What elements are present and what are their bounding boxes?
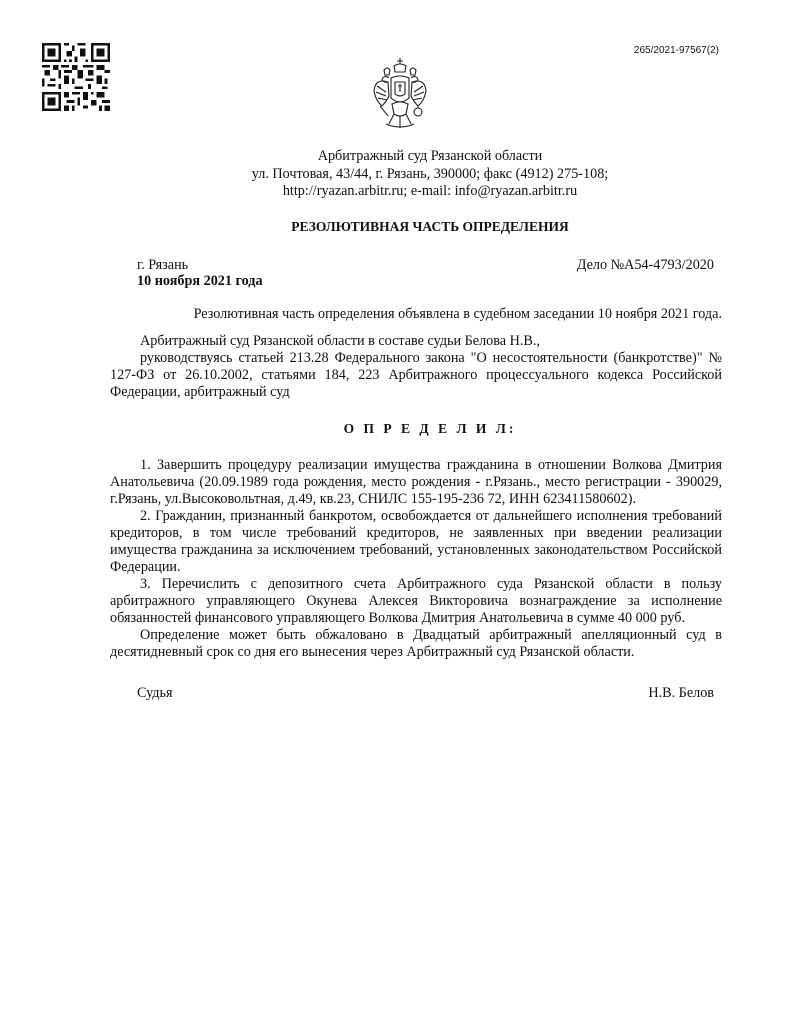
qr-code-icon [42, 43, 110, 111]
preamble [110, 333, 722, 401]
preamble-line: Арбитражный суд Рязанской области в составе судьи Белова Н.В., [140, 333, 540, 349]
document-number: 265/2021-97567(2) [633, 45, 719, 56]
city: г. Рязань [137, 257, 189, 273]
document-title: РЕЗОЛЮТИВНАЯ ЧАСТЬ ОПРЕДЕЛЕНИЯ [291, 219, 569, 234]
court-name: Арбитражный суд Рязанской области [317, 148, 543, 164]
announcement: Резолютивная часть определения объявлена в судебном заседании 10 ноября 2021 года. [193, 306, 722, 322]
ruling-item: 3. Перечислить с депозитного счета Арбитражного суда Рязанской области в пользу арбитражного управляющего Окунева Алексея Викторовича вознаграждение за исполнение обязанностей финансового управляющего Волкова Дмитрия Анатольевича в сумме 40 000 руб. [110, 576, 722, 626]
preamble-line: руководствуясь статьей 213.28 Федерального закона "О несостоятельности (банкротстве)" № 127-ФЗ от 26.10.2002, статьями 184, 223 Арбитражного процессуального кодекса Российской Федерации, арбитражный суд [110, 350, 722, 400]
decided-heading: О П Р Е Д Е Л И Л: [343, 421, 517, 436]
court-address: ул. Почтовая, 43/44, г. Рязань, 390000; факс (4912) 275-108; [251, 165, 609, 182]
ruling-item: 2. Гражданин, признанный банкротом, освобождается от дальнейшего исполнения требований кредиторов, в том числе требований кредиторов, не заявленных при введении реализации имущества гражданина за исключением требований, установленных законодательством Российской Федерации. [110, 508, 722, 575]
signature-name: Н.В. Белов [648, 685, 714, 701]
court-contacts: http://ryazan.arbitr.ru; e-mail: info@ryazan.arbitr.ru [282, 183, 578, 199]
ruling-item: 1. Завершить процедуру реализации имущества гражданина в отношении Волкова Дмитрия Анатольевича (20.09.1989 года рождения, место рождения - г.Рязань., место регистрации - 390029, г.Рязань, ул.Высоковольтная, д.49, кв.23, СНИЛС 155-195-236 72, ИНН 623411580602). [110, 457, 722, 507]
court-header [0, 148, 800, 201]
ruling-items [110, 457, 722, 661]
coat-of-arms-icon [372, 56, 428, 132]
case-number: Дело №А54-4793/2020 [576, 257, 714, 273]
document-date: 10 ноября 2021 года [137, 273, 263, 289]
signature-role: Судья [137, 685, 173, 701]
appeal-notice: Определение может быть обжаловано в Двадцатый арбитражный апелляционный суд в десятидневный срок со дня его вынесения через Арбитражный суд Рязанской области. [110, 627, 722, 660]
